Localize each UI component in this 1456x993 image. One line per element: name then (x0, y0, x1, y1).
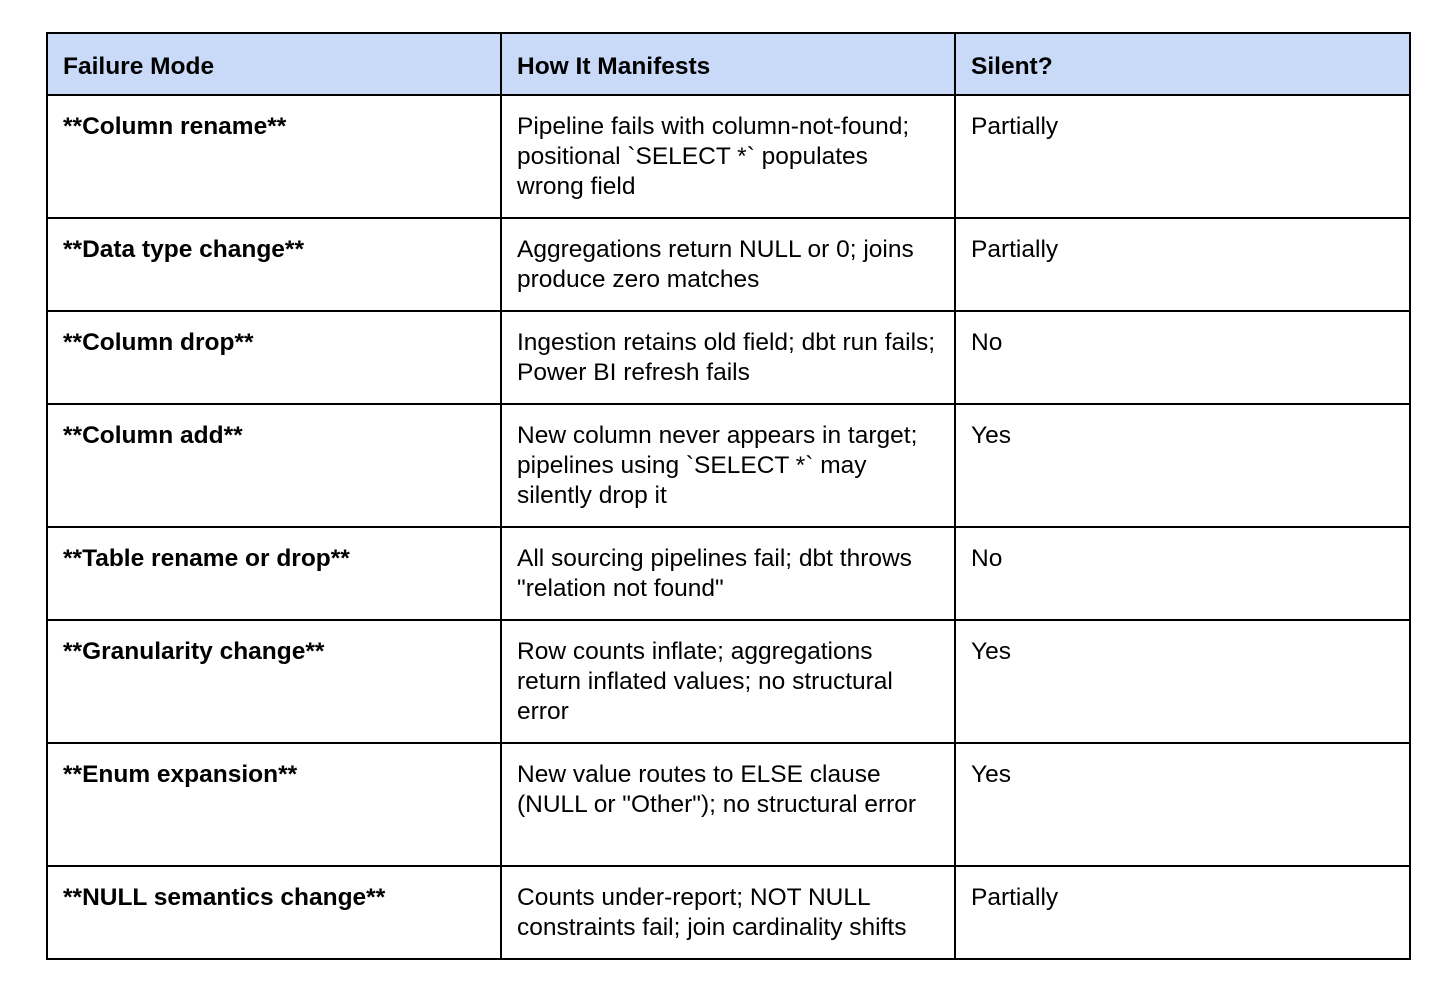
table-body (47, 95, 1410, 959)
cell-silent: Yes (955, 620, 1410, 743)
cell-failure-mode: **Column rename** (47, 95, 501, 218)
table-row (47, 404, 1410, 527)
cell-failure-mode: **Granularity change** (47, 620, 501, 743)
cell-how-it-manifests: Counts under-report; NOT NULL constraints fail; join cardinality shifts (501, 866, 955, 959)
cell-how-it-manifests: Row counts inflate; aggregations return inflated values; no structural error (501, 620, 955, 743)
table-row (47, 620, 1410, 743)
table-header (47, 33, 1410, 95)
cell-failure-mode: **Table rename or drop** (47, 527, 501, 620)
cell-how-it-manifests: New column never appears in target; pipelines using `SELECT *` may silently drop it (501, 404, 955, 527)
cell-how-it-manifests: All sourcing pipelines fail; dbt throws "relation not found" (501, 527, 955, 620)
header-silent: Silent? (955, 33, 1410, 95)
table-row (47, 218, 1410, 311)
table-row (47, 527, 1410, 620)
cell-failure-mode: **Enum expansion** (47, 743, 501, 866)
cell-failure-mode: **NULL semantics change** (47, 866, 501, 959)
cell-silent: Partially (955, 95, 1410, 218)
cell-silent: Yes (955, 404, 1410, 527)
cell-silent: No (955, 311, 1410, 404)
header-how-it-manifests: How It Manifests (501, 33, 955, 95)
table-row (47, 866, 1410, 959)
cell-failure-mode: **Column add** (47, 404, 501, 527)
table-row (47, 743, 1410, 866)
cell-failure-mode: **Data type change** (47, 218, 501, 311)
cell-silent: Partially (955, 866, 1410, 959)
header-row (47, 33, 1410, 95)
table-row (47, 311, 1410, 404)
cell-silent: No (955, 527, 1410, 620)
failure-mode-table-container (46, 32, 1409, 960)
cell-silent: Partially (955, 218, 1410, 311)
cell-silent: Yes (955, 743, 1410, 866)
cell-how-it-manifests: New value routes to ELSE clause (NULL or "Other"); no structural error (501, 743, 955, 866)
cell-failure-mode: **Column drop** (47, 311, 501, 404)
table-row (47, 95, 1410, 218)
cell-how-it-manifests: Ingestion retains old field; dbt run fails; Power BI refresh fails (501, 311, 955, 404)
cell-how-it-manifests: Aggregations return NULL or 0; joins produce zero matches (501, 218, 955, 311)
failure-mode-table (46, 32, 1411, 960)
header-failure-mode: Failure Mode (47, 33, 501, 95)
cell-how-it-manifests: Pipeline fails with column-not-found; positional `SELECT *` populates wrong field (501, 95, 955, 218)
